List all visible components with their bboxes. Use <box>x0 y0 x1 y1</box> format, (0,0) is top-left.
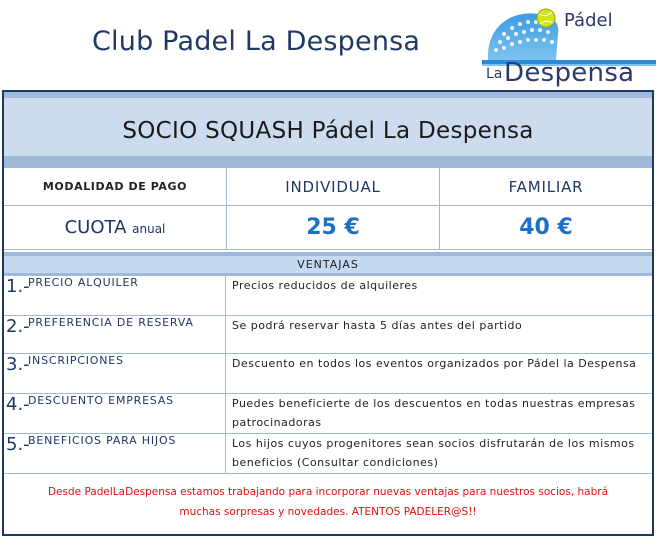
item-description: Se podrá reservar hasta 5 días antes del partido <box>232 319 523 332</box>
item-benefit: BENEFICIOS PARA HIJOS <box>28 434 226 473</box>
footer-line-2: muchas sorpresas y novedades. ATENTOS PADELER@S!! <box>179 506 477 518</box>
page-header <box>0 0 656 88</box>
item-description: Descuento en todos los eventos organizados por Pádel la Despensa <box>232 357 637 370</box>
item-description: Precios reducidos de alquileres <box>232 279 418 292</box>
ventajas-title: VENTAJAS <box>297 258 359 271</box>
item-number: 3.- <box>6 354 30 375</box>
cuota-cell <box>4 206 227 250</box>
plan-header-familiar <box>440 168 652 206</box>
table-divider <box>4 160 652 168</box>
price-cell-familiar <box>440 206 652 250</box>
pricing-label-header <box>4 168 227 206</box>
club-title: Club Padel La Despensa <box>92 26 421 57</box>
price-individual: 25 € <box>306 215 360 240</box>
logo-word-despensa: Despensa <box>504 58 635 88</box>
socio-title: SOCIO SQUASH Pádel La Despensa <box>122 118 534 144</box>
socio-banner <box>4 92 652 160</box>
list-item <box>4 434 652 474</box>
price-cell-individual <box>227 206 440 250</box>
item-benefit: INSCRIPCIONES <box>28 354 226 393</box>
item-number: 5.- <box>6 434 30 455</box>
cuota-period: anual <box>132 222 166 236</box>
item-benefit: PREFERENCIA DE RESERVA <box>28 316 226 353</box>
logo-word-padel: Pádel <box>564 10 613 31</box>
item-benefit: PRECIO ALQUILER <box>28 276 226 315</box>
list-item <box>4 316 652 354</box>
item-number: 4.- <box>6 394 30 415</box>
modalidad-label: MODALIDAD DE PAGO <box>42 180 188 193</box>
list-item <box>4 354 652 394</box>
item-number: 2.- <box>6 316 30 337</box>
cuota-label <box>65 217 166 238</box>
item-number: 1.- <box>6 276 30 297</box>
membership-card <box>2 90 654 536</box>
footer-note <box>4 482 652 522</box>
list-item <box>4 276 652 316</box>
list-item <box>4 394 652 434</box>
logo-word-la: La <box>486 66 503 82</box>
price-familiar: 40 € <box>519 215 573 240</box>
item-description: Puedes beneficierte de los descuentos en todas nuestras empresas patrocinadoras <box>232 397 636 429</box>
pricing-table <box>4 168 652 252</box>
ventajas-bar <box>4 252 652 276</box>
cuota-text: CUOTA <box>64 217 127 238</box>
plan-name-familiar: FAMILIAR <box>508 177 584 196</box>
footer-line-1: Desde PadelLaDespensa estamos trabajando para incorporar nuevas ventajas para nuestros socios, habrá <box>47 486 609 498</box>
item-description: Los hijos cuyos progenitores sean socios disfrutarán de los mismos beneficios (Consultar condiciones) <box>232 437 635 469</box>
club-logo <box>482 4 656 90</box>
plan-header-individual <box>227 168 440 206</box>
item-benefit: DESCUENTO EMPRESAS <box>28 394 226 433</box>
plan-name-individual: INDIVIDUAL <box>285 177 381 196</box>
